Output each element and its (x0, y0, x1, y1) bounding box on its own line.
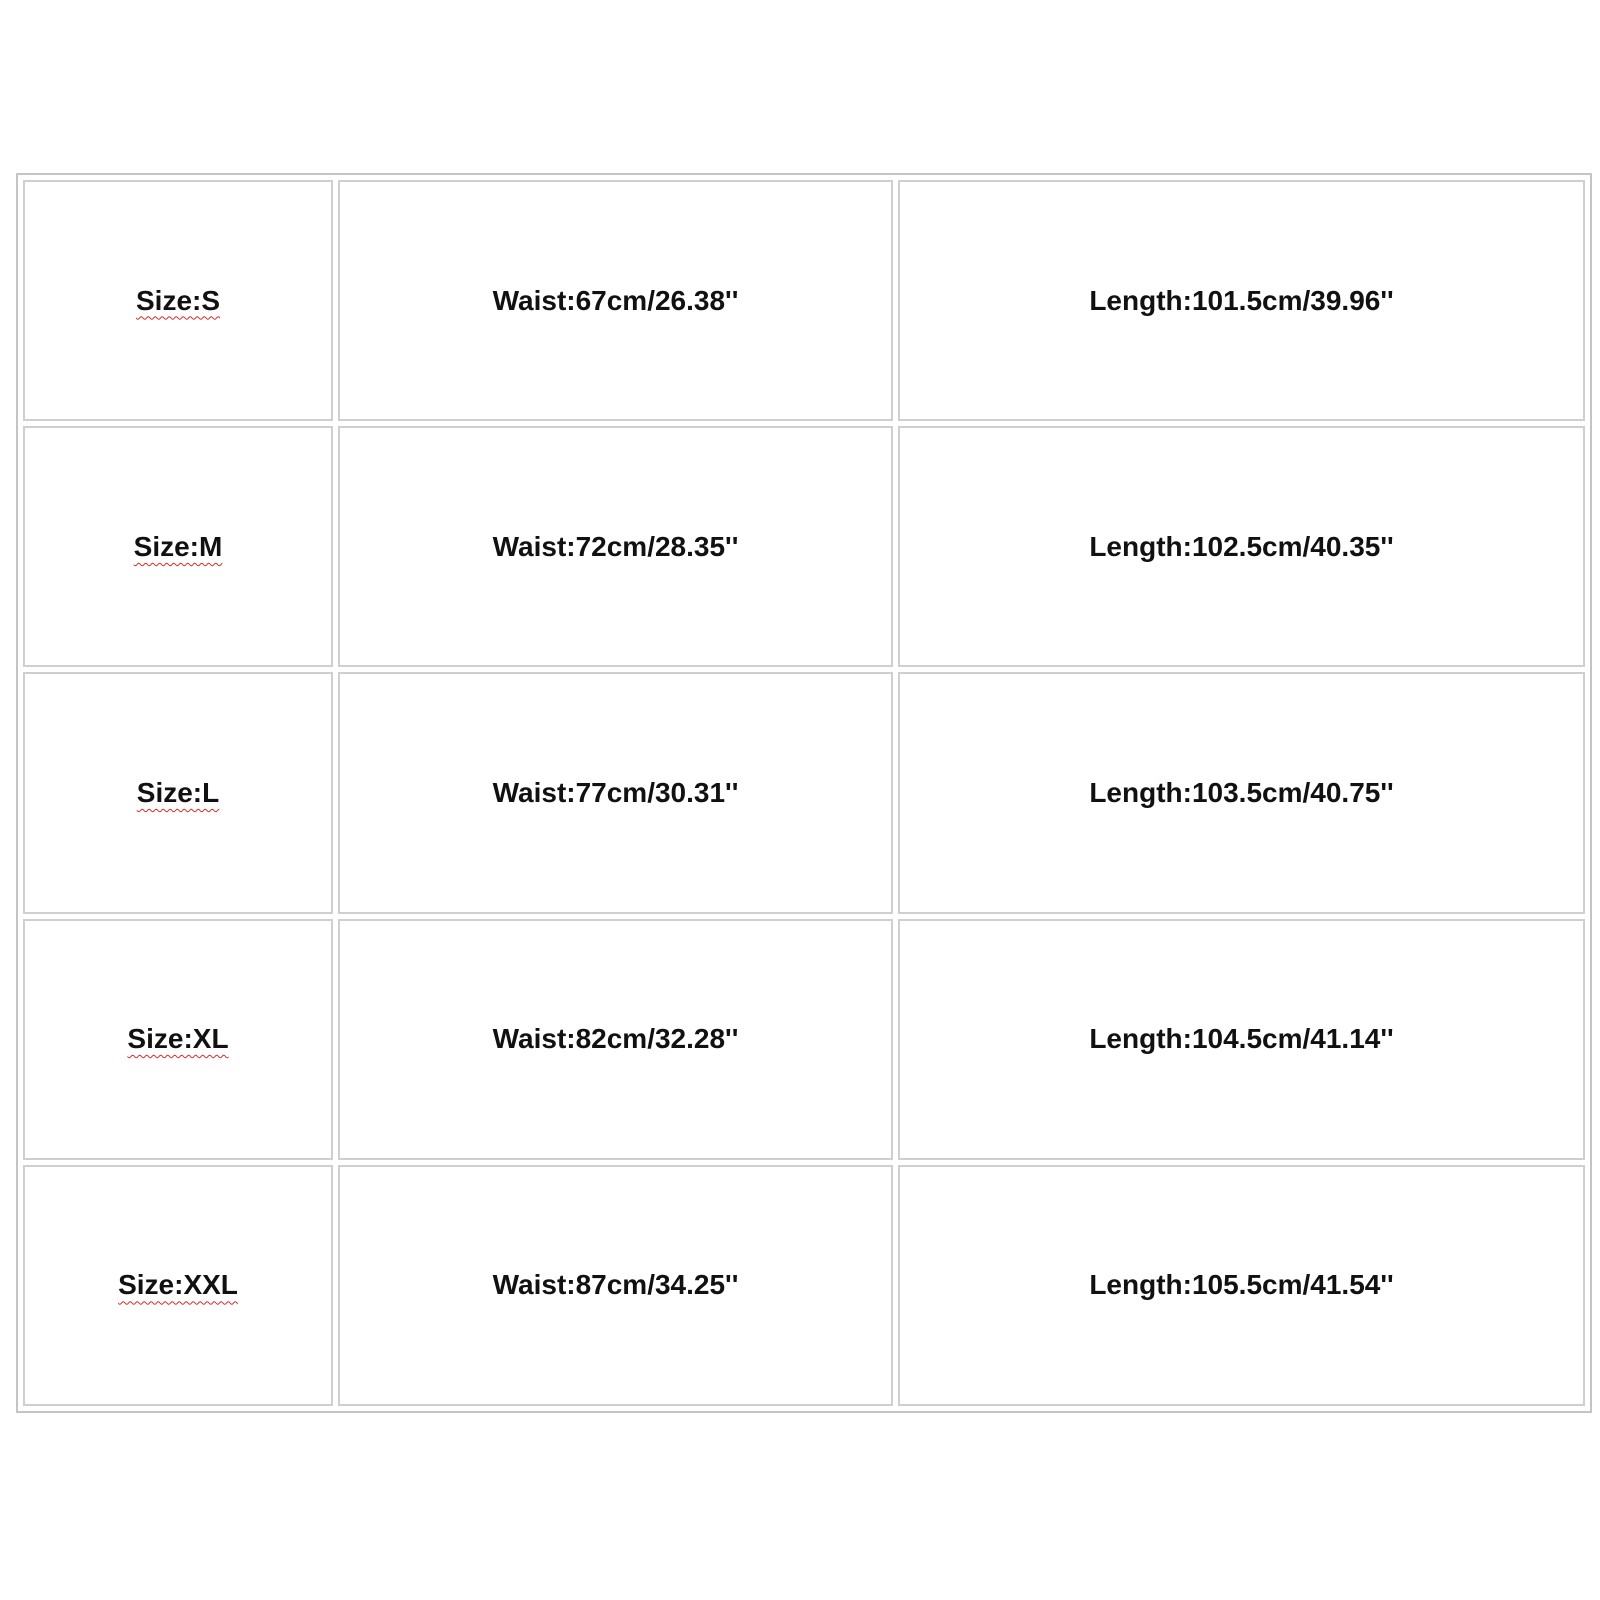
table-row (23, 426, 1585, 667)
length-cell: Length:101.5cm/39.96'' (898, 180, 1585, 421)
size-label: Size:XXL (118, 1269, 238, 1301)
table-row (23, 672, 1585, 913)
size-cell (23, 426, 333, 667)
size-cell (23, 1165, 333, 1406)
length-cell: Length:105.5cm/41.54'' (898, 1165, 1585, 1406)
size-chart-table-frame (16, 173, 1592, 1413)
table-row (23, 919, 1585, 1160)
waist-cell: Waist:67cm/26.38'' (338, 180, 893, 421)
size-cell (23, 180, 333, 421)
waist-cell: Waist:82cm/32.28'' (338, 919, 893, 1160)
length-cell: Length:104.5cm/41.14'' (898, 919, 1585, 1160)
size-label: Size:L (136, 776, 220, 808)
size-label: Size:S (135, 284, 221, 316)
size-cell (23, 672, 333, 913)
waist-cell: Waist:87cm/34.25'' (338, 1165, 893, 1406)
waist-cell: Waist:72cm/28.35'' (338, 426, 893, 667)
length-cell: Length:102.5cm/40.35'' (898, 426, 1585, 667)
waist-cell: Waist:77cm/30.31'' (338, 672, 893, 913)
size-cell (23, 919, 333, 1160)
size-label: Size:XL (127, 1023, 229, 1055)
length-cell: Length:103.5cm/40.75'' (898, 672, 1585, 913)
size-chart-table (18, 175, 1590, 1411)
size-label: Size:M (133, 530, 223, 562)
table-row (23, 1165, 1585, 1406)
table-row (23, 180, 1585, 421)
